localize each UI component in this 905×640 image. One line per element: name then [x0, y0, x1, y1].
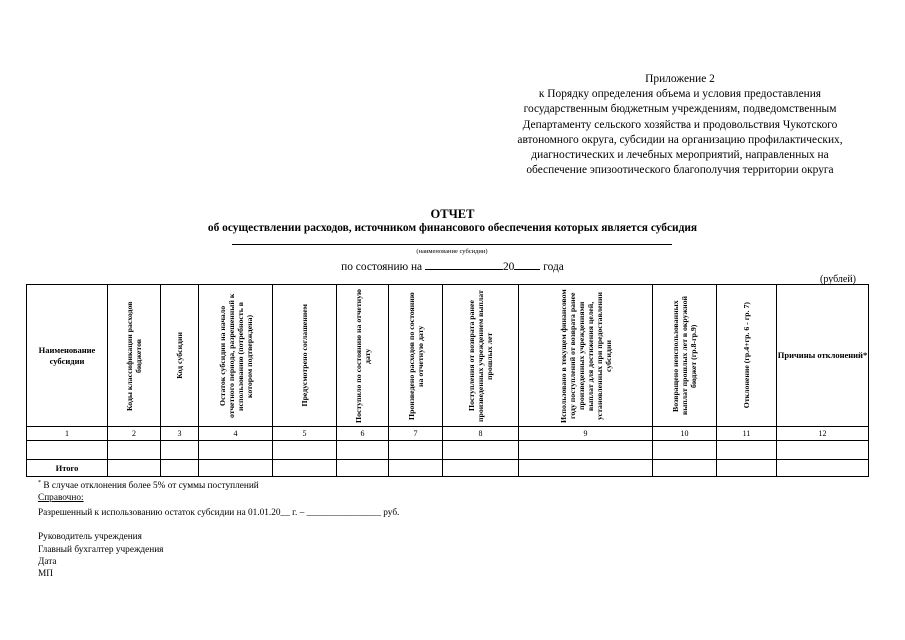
header-text: Поступило по состоянию на отчетную дату — [353, 288, 372, 423]
header-text: Код субсидии — [175, 332, 184, 379]
header-cell — [27, 285, 108, 427]
table-cell[interactable] — [717, 441, 777, 460]
table-cell[interactable] — [199, 460, 273, 477]
table-cell[interactable] — [653, 460, 717, 477]
table-cell[interactable] — [161, 441, 199, 460]
appendix-line: государственным бюджетным учреждениям, подведомственным — [523, 103, 837, 116]
as-of-date-line — [0, 259, 905, 273]
header-cell — [161, 285, 199, 427]
column-number: 4 — [199, 427, 273, 441]
table-header-row — [27, 285, 869, 427]
signature-date: Дата — [38, 557, 57, 567]
table-cell[interactable] — [777, 441, 869, 460]
appendix-line: Приложение 2 — [645, 73, 715, 85]
header-text: Коды классификации расходов бюджетов — [125, 300, 143, 411]
as-of-year-blank — [514, 259, 540, 270]
table-cell[interactable] — [519, 441, 653, 460]
header-text: Наименование субсидии — [38, 344, 96, 366]
header-text: Возвращено неиспользованных выплат прошлых лет в окружной бюджет (гр.8-гр.9) — [671, 296, 698, 415]
subsidy-name-line — [232, 244, 672, 245]
footnote — [38, 480, 259, 491]
column-number: 11 — [717, 427, 777, 441]
column-number: 9 — [519, 427, 653, 441]
column-number-row — [27, 427, 869, 441]
header-cell — [777, 285, 869, 427]
header-cell — [337, 285, 389, 427]
appendix-line: Департаменту сельского хозяйства и продовольствия Чукотского — [522, 118, 838, 131]
appendix-line: автономного округа, субсидии на организацию профилактических, — [517, 133, 843, 146]
header-text: Отклонение (гр.4+гр. 6 - гр. 7) — [742, 302, 751, 409]
table-cell[interactable] — [108, 460, 161, 477]
table-cell[interactable] — [443, 460, 519, 477]
table-cell[interactable] — [443, 441, 519, 460]
allowed-balance-line — [38, 508, 399, 518]
subsidy-name-caption: (наименование субсидии) — [416, 248, 488, 255]
header-text: Использовано в текущем финансовом году поступлений от возврата ранее произведенных учреждениями выплат для достижения целей, установленных при предоставлении субсидии — [558, 288, 613, 423]
total-label: Итого — [27, 460, 108, 477]
table-cell[interactable] — [389, 441, 443, 460]
column-number: 7 — [389, 427, 443, 441]
header-cell — [519, 285, 653, 427]
header-cell — [389, 285, 443, 427]
header-cell — [443, 285, 519, 427]
as-of-prefix: по состоянию на — [341, 261, 423, 273]
as-of-date-blank — [425, 259, 503, 270]
table-cell[interactable] — [108, 441, 161, 460]
column-number: 2 — [108, 427, 161, 441]
as-of-suffix: года — [543, 261, 564, 273]
header-text: Причины отклонений* — [777, 350, 868, 360]
table-cell[interactable] — [337, 441, 389, 460]
header-cell — [653, 285, 717, 427]
reference-label: Справочно: — [38, 493, 84, 503]
report-table — [26, 284, 869, 477]
signature-accountant: Главный бухгалтер учреждения — [38, 545, 164, 555]
header-cell — [108, 285, 161, 427]
signature-stamp: МП — [38, 569, 53, 579]
allowed-balance-blank: ________________ — [306, 508, 381, 518]
column-number: 6 — [337, 427, 389, 441]
header-cell — [717, 285, 777, 427]
column-number: 5 — [273, 427, 337, 441]
report-title: ОТЧЕТ — [430, 207, 475, 221]
appendix-block — [480, 72, 880, 178]
report-subtitle: об осуществлении расходов, источником финансового обеспечения которых является субсидия — [207, 222, 698, 234]
table-cell[interactable] — [337, 460, 389, 477]
table-cell[interactable] — [519, 460, 653, 477]
appendix-line: к Порядку определения объема и условия предоставления — [538, 88, 822, 101]
table-cell[interactable] — [777, 460, 869, 477]
column-number: 10 — [653, 427, 717, 441]
as-of-year: 20 — [502, 261, 515, 273]
column-number: 12 — [777, 427, 869, 441]
allowed-balance-suffix: руб. — [380, 508, 400, 518]
signature-head: Руководитель учреждения — [38, 532, 142, 542]
table-cell[interactable] — [199, 441, 273, 460]
table-cell[interactable] — [27, 441, 108, 460]
header-text: Остаток субсидии на начало отчетного периода, разрешенный к использованию (потребность в котором подтверждена) — [217, 293, 254, 418]
allowed-balance-prefix: Разрешенный к использованию остаток субсидии на 01.01.20__ г. – — [38, 508, 307, 518]
table-cell[interactable] — [717, 460, 777, 477]
header-text: Произведено расходов по состоянию на отчетную дату — [406, 291, 425, 420]
appendix-line: обеспечение эпизоотического благополучия территории округа — [526, 164, 834, 177]
units-label: (рублей) — [820, 274, 857, 285]
total-row — [27, 460, 869, 477]
table-cell[interactable] — [161, 460, 199, 477]
table-cell[interactable] — [653, 441, 717, 460]
table-cell[interactable] — [273, 460, 337, 477]
footnote-mark: * — [38, 480, 41, 486]
header-cell — [199, 285, 273, 427]
header-cell — [273, 285, 337, 427]
footnote-text: В случае отклонения более 5% от суммы поступлений — [41, 481, 259, 492]
header-text: Поступления от возврата ранее произведенных учреждением выплат прошлых лет — [467, 289, 494, 422]
column-number: 8 — [443, 427, 519, 441]
table-cell[interactable] — [273, 441, 337, 460]
column-number: 3 — [161, 427, 199, 441]
table-row — [27, 441, 869, 460]
appendix-line: диагностических и лечебных мероприятий, направленных на — [531, 149, 829, 162]
table-cell[interactable] — [389, 460, 443, 477]
column-number: 1 — [27, 427, 108, 441]
header-text: Предусмотрено соглашением — [300, 304, 309, 407]
